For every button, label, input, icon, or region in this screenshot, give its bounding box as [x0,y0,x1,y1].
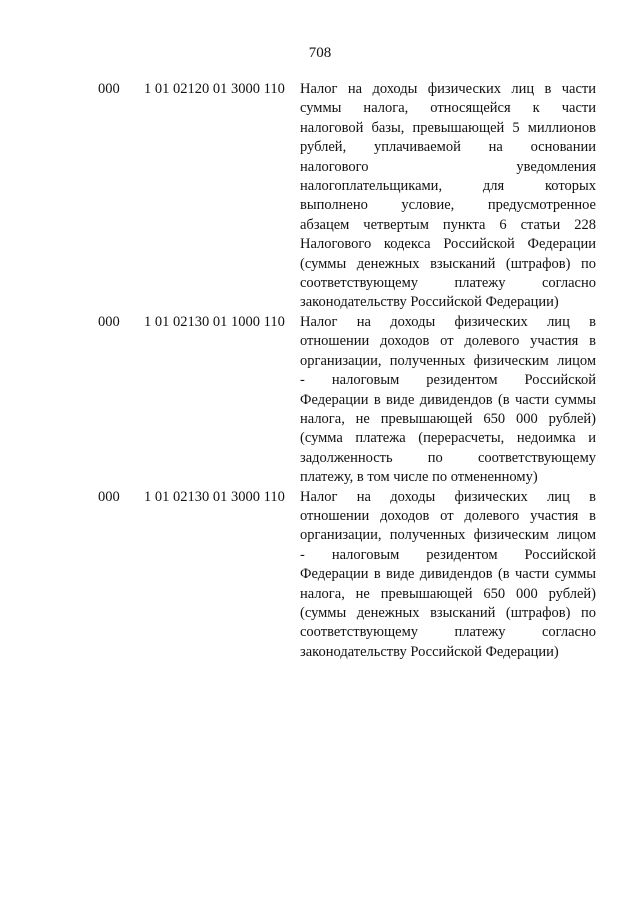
description-word: налогового [300,158,369,175]
income-description [300,313,596,488]
description-line: Налогового кодекса Российской Федерации [300,236,596,253]
description-line: Налог на доходы физических лиц в части [300,81,596,97]
description-line: (суммы денежных взысканий (штрафов) по [300,604,596,621]
description-line: соответствующему платежу согласно [300,275,596,292]
description-line: отношении доходов от долевого участия в [300,507,596,524]
description-line: отношении доходов от долевого участия в [300,333,596,350]
budget-classification-code: 1 01 02130 01 3000 110 [144,488,285,505]
description-line: Налог на доходы физических лиц в [300,488,596,505]
admin-code: 000 [98,488,120,505]
budget-classification-code: 1 01 02130 01 1000 110 [144,313,285,330]
description-word: уведомления [516,158,596,175]
budget-classification-code: 1 01 02120 01 3000 110 [144,81,285,97]
description-line: налогоплательщиками, для которых [300,178,596,195]
description-line: налоговой базы, превышающей 5 миллионов [300,119,596,136]
description-line: платежу, в том числе по отмененному) [300,469,538,486]
code-table [0,80,640,662]
description-line: законодательству Российской Федерации) [300,643,559,660]
description-line: Федерации в виде дивидендов (в части суммы [300,391,596,408]
description-line: - налоговым резидентом Российской [300,546,596,563]
description-line: - налоговым резидентом Российской [300,372,596,389]
description-line: организации, полученных физическим лицом [300,527,596,544]
description-line: Федерации в виде дивидендов (в части суммы [300,566,596,583]
description-line: организации, полученных физическим лицом [300,352,596,369]
description-line-split [300,158,596,177]
page-number: 708 [308,45,332,61]
description-line: рублей, уплачиваемой на основании [300,139,596,156]
description-line: налога, не превышающей 650 000 рублей) [300,585,596,602]
income-description [300,80,596,313]
admin-code: 000 [98,81,120,97]
description-line: выполнено условие, предусмотренное [300,197,596,214]
description-line: абзацем четвертым пункта 6 статьи 228 [300,216,596,233]
description-line: Налог на доходы физических лиц в [300,313,596,330]
description-line: суммы налога, относящейся к части [300,100,596,117]
description-line: соответствующему платежу согласно [300,624,596,641]
admin-code: 000 [98,313,120,330]
description-line: (сумма платежа (перерасчеты, недоимка и [300,430,596,447]
table-row [0,80,640,313]
table-row [0,488,640,663]
table-row [0,313,640,488]
description-line: налога, не превышающей 650 000 рублей) [300,410,596,427]
description-line: (суммы денежных взысканий (штрафов) по [300,255,596,272]
income-description [300,488,596,663]
description-line: законодательству Российской Федерации) [300,294,559,311]
description-line: задолженность по соответствующему [300,449,596,466]
